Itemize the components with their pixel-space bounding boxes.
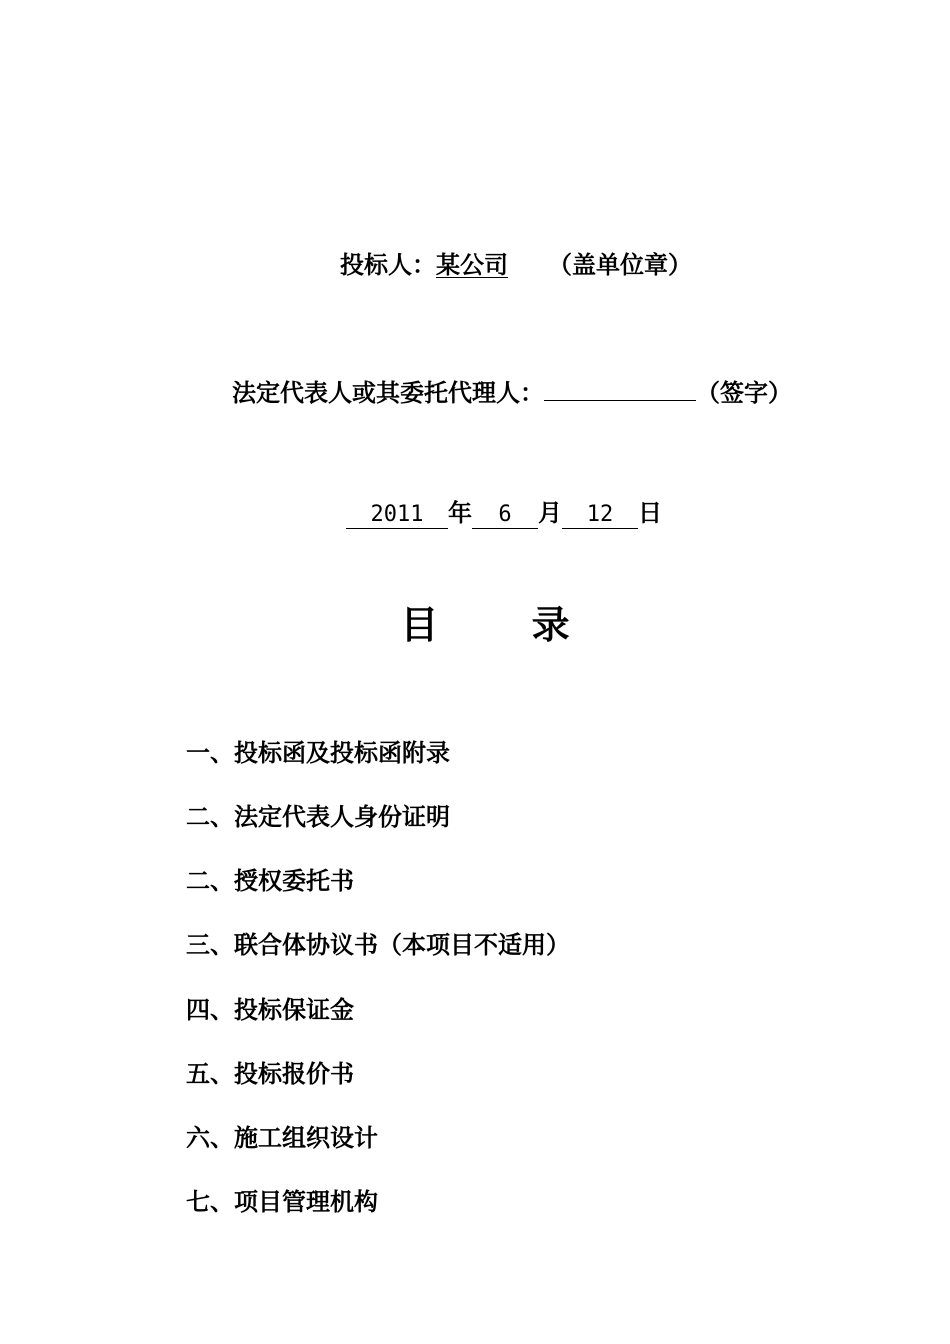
date-year: 2011 [346, 502, 448, 529]
toc-item: 四、投标保证金 [186, 995, 354, 1024]
bidder-line [340, 250, 692, 280]
bidder-label: 投标人： [340, 250, 436, 279]
toc-item: 三、联合体协议书（本项目不适用） [186, 930, 570, 959]
year-unit: 年 [448, 498, 472, 527]
bidder-company: 某公司 [436, 250, 508, 279]
toc-item: 七、项目管理机构 [186, 1187, 378, 1216]
date-day: 12 [562, 502, 638, 529]
toc-item: 二、授权委托书 [186, 866, 354, 895]
month-unit: 月 [538, 498, 562, 527]
sign-note: （签字） [696, 378, 792, 407]
seal-note: （盖单位章） [548, 250, 692, 279]
toc-item: 二、法定代表人身份证明 [186, 802, 450, 831]
toc-item: 六、施工组织设计 [186, 1123, 378, 1152]
date-month: 6 [472, 502, 538, 529]
representative-label: 法定代表人或其委托代理人： [232, 378, 544, 407]
date-line [346, 498, 662, 530]
toc-item: 五、投标报价书 [186, 1059, 354, 1088]
toc-title: 目 录 [400, 602, 610, 647]
toc-item: 一、投标函及投标函附录 [186, 738, 450, 767]
day-unit: 日 [638, 498, 662, 527]
representative-line [232, 378, 792, 408]
signature-blank [544, 378, 696, 401]
